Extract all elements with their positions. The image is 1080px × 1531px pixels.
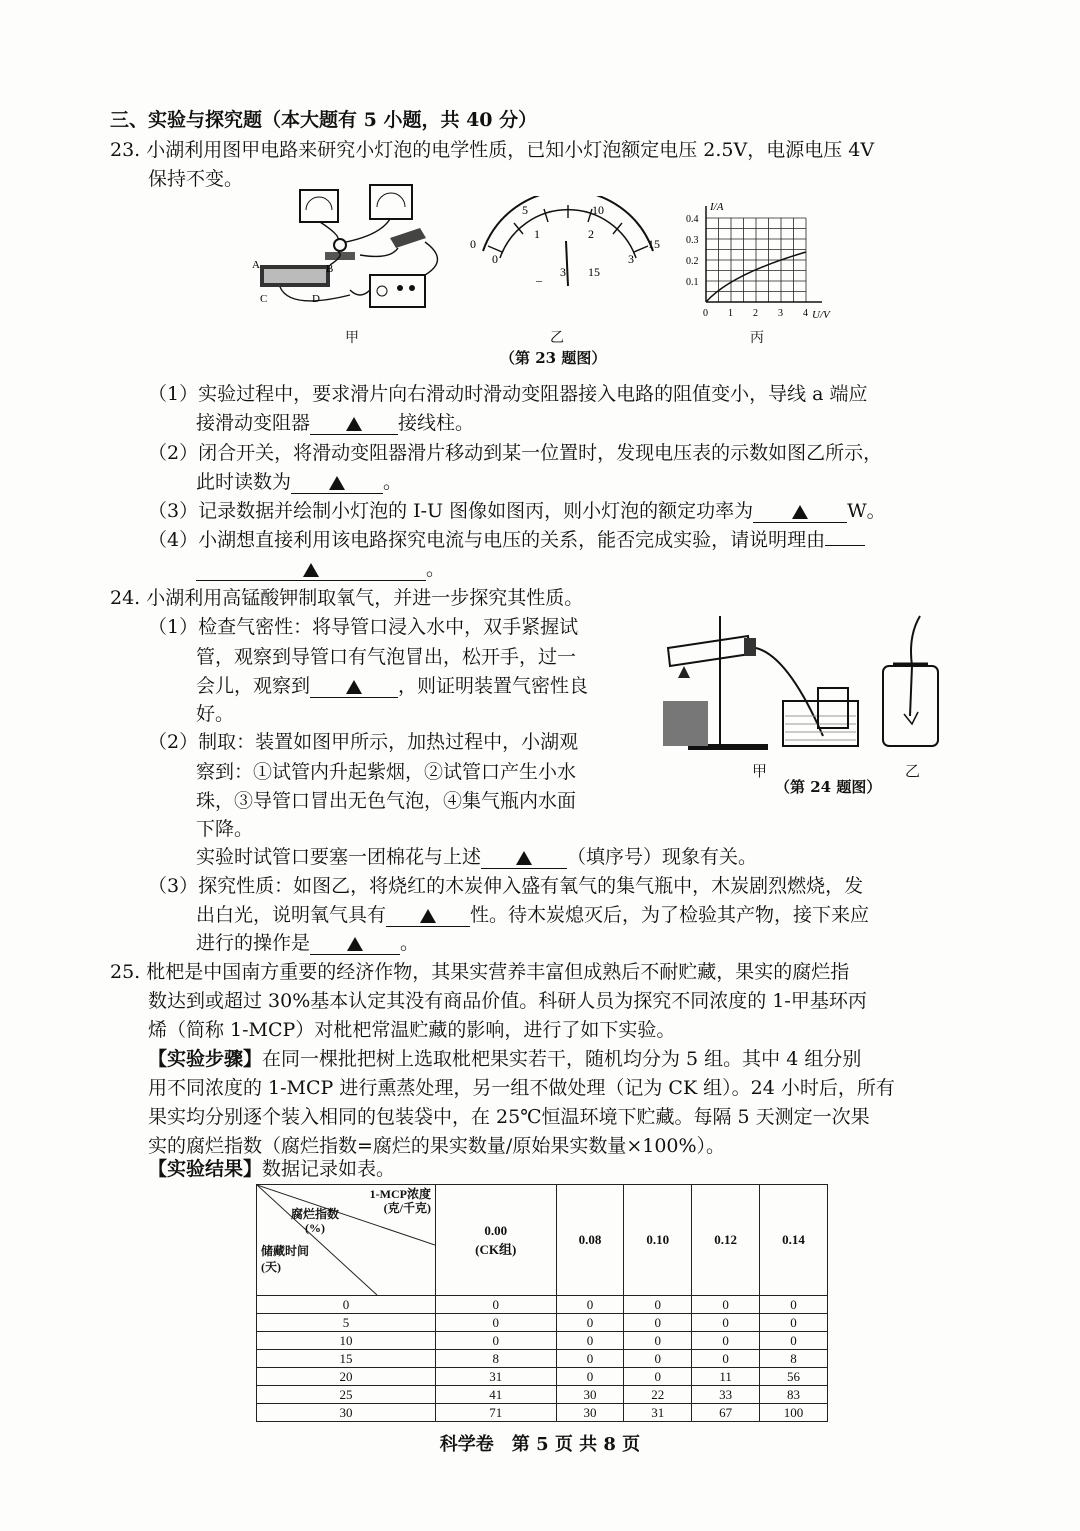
table-cell: 11: [692, 1368, 760, 1386]
table-cell: 8: [760, 1350, 828, 1368]
alcohol-lamp-stand: [663, 701, 708, 746]
corner-top-unit: (克/千克): [383, 1201, 431, 1215]
table-corner-cell: [257, 1185, 436, 1296]
q23-stem-line2: 保持不变。: [148, 168, 244, 190]
table-cell-day: 10: [257, 1332, 436, 1350]
y-tick-label: 0.3: [686, 235, 699, 246]
table-cell: 0: [624, 1296, 692, 1314]
x-tick-label: 2: [753, 308, 758, 319]
table-header-row: [257, 1185, 828, 1296]
q24-stem: 24. 小湖利用高锰酸钾制取氧气，并进一步探究其性质。: [110, 587, 584, 609]
switch: [390, 228, 426, 248]
q24-answer-blank-3[interactable]: [386, 904, 470, 927]
table-cell-day: 25: [257, 1386, 436, 1404]
table-row: [257, 1404, 828, 1422]
dial-bottom-1: 1: [534, 227, 540, 241]
x-tick-label: 1: [728, 308, 733, 319]
table-cell: 0: [556, 1332, 624, 1350]
q23-figure-voltmeter-dial: [468, 196, 668, 296]
dial-top-10: 10: [592, 203, 604, 217]
q24-part1-line1: （1）检查气密性：将导管口浸入水中，双手紧握试: [148, 616, 579, 638]
section-title: 三、实验与探究题（本大题有 5 小题，共 40 分）: [110, 109, 538, 131]
q25-data-table: [256, 1184, 828, 1422]
corner-mid-unit: (%): [305, 1221, 325, 1235]
table-cell: 0: [436, 1332, 557, 1350]
voltmeter: [370, 185, 412, 219]
table-cell: 0: [692, 1296, 760, 1314]
table-cell-day: 5: [257, 1314, 436, 1332]
dial-top-15: 15: [648, 237, 660, 251]
dial-bottom-2: 2: [588, 227, 594, 241]
q25-stem-line2: 数达到或超过 30%基本认定其没有商品价值。科研人员为探究不同浓度的 1-甲基环丙: [148, 990, 867, 1012]
table-cell: 30: [556, 1404, 624, 1422]
q24-part2-line3: 珠，③导管口冒出无色气泡，④集气瓶内水面: [196, 790, 577, 812]
table-cell: 22: [624, 1386, 692, 1404]
q25-stem-line1: 25. 枇杷是中国南方重要的经济作物，其果实营养丰富但成熟后不耐贮藏，果实的腐烂指: [110, 961, 850, 983]
q24-part2-line1: （2）制取：装置如图甲所示，加热过程中，小湖观: [148, 731, 579, 753]
q25-steps-line1: 【实验步骤】在同一棵批把树上选取枇杷果实若干，随机均分为 5 组。其中 4 组分别: [148, 1048, 862, 1070]
table-cell: 41: [436, 1386, 557, 1404]
q23-part4-line2: 。: [196, 555, 445, 583]
q24-part3-line3: 进行的操作是 。: [196, 932, 420, 954]
q23-answer-blank-3[interactable]: [753, 500, 847, 523]
dial-top-5: 5: [522, 203, 528, 217]
test-tube: [668, 636, 750, 666]
power-supply: [370, 275, 425, 307]
table-cell: 0: [760, 1332, 828, 1350]
table-row: [257, 1332, 828, 1350]
table-row: [257, 1296, 828, 1314]
q24-figure-apparatus: [658, 606, 948, 766]
terminal-d-label: D: [312, 293, 320, 305]
table-cell: 31: [436, 1368, 557, 1386]
q23-answer-blank-2[interactable]: [291, 471, 383, 494]
q25-stem-line3: 烯（简称 1-MCP）对枇杷常温贮藏的影响，进行了如下实验。: [148, 1019, 676, 1041]
table-cell: 0: [624, 1332, 692, 1350]
dial-terminal-3: 3: [560, 265, 566, 279]
y-tick-label: 0.4: [686, 214, 699, 225]
table-cell: 31: [624, 1404, 692, 1422]
table-row: [257, 1350, 828, 1368]
fig23-bing-label: 丙: [750, 330, 764, 346]
q24-part2-line4: 下降。: [196, 818, 254, 840]
dial-bottom-0: 0: [492, 252, 498, 266]
table-cell: 0: [436, 1296, 557, 1314]
q24-part1-line3: 会儿，观察到 ，则证明装置气密性良: [196, 675, 589, 697]
table-cell: 0: [556, 1368, 624, 1386]
q24-answer-blank-1[interactable]: [310, 675, 398, 698]
flame: [678, 666, 690, 678]
table-cell: 0: [556, 1350, 624, 1368]
dial-top-0: 0: [470, 237, 476, 251]
fig24-caption: （第 24 题图）: [775, 778, 882, 796]
y-axis-label: I/A: [710, 201, 724, 213]
q24-part3-line1: （3）探究性质：如图乙，将烧红的木炭伸入盛有氧气的集气瓶中，木炭剧烈燃烧，发: [148, 875, 864, 897]
q23-answer-blank-1[interactable]: [310, 412, 398, 435]
table-cell: 8: [436, 1350, 557, 1368]
table-cell: 67: [692, 1404, 760, 1422]
q23-figure-iu-graph: [684, 198, 844, 326]
y-tick-label: 0.2: [686, 256, 699, 267]
table-cell: 0: [692, 1314, 760, 1332]
table-row: [257, 1314, 828, 1332]
dial-terminal-15: 15: [588, 265, 600, 279]
table-cell: 0: [692, 1332, 760, 1350]
table-body: [257, 1296, 828, 1422]
table-row: [257, 1386, 828, 1404]
table-cell: 0: [760, 1314, 828, 1332]
q23-stem-line1: 23. 小湖利用图甲电路来研究小灯泡的电学性质，已知小灯泡额定电压 2.5V，电源电压 4V: [110, 139, 875, 161]
q23-part2-line1: （2）闭合开关，将滑动变阻器滑片移动到某一位置时，发现电压表的示数如图乙所示，: [148, 442, 883, 464]
q25-steps-line4: 实的腐烂指数（腐烂指数=腐烂的果实数量/原始果实数量×100%）。: [148, 1135, 726, 1157]
col-header-0.14: 0.14: [760, 1185, 828, 1296]
table-cell: 56: [760, 1368, 828, 1386]
col-header-ck: 0.00 (CK组): [436, 1185, 557, 1296]
table-cell: 0: [624, 1314, 692, 1332]
q23-figure-circuit: [250, 180, 450, 320]
x-tick-label: 0: [703, 308, 708, 319]
table-cell: 30: [556, 1386, 624, 1404]
delivery-tube: [756, 648, 823, 736]
table-row: [257, 1368, 828, 1386]
table-cell: 0: [692, 1350, 760, 1368]
q24-part3-line2: 出白光，说明氧气具有 性。待木炭熄灭后，为了检验其产物，接下来应: [196, 904, 870, 926]
table-cell: 33: [692, 1386, 760, 1404]
corner-top-label: 1-MCP浓度: [369, 1187, 431, 1201]
table-cell-day: 0: [257, 1296, 436, 1314]
q24-part1-line4: 好。: [196, 703, 235, 725]
fig24-jia-label: 甲: [752, 762, 768, 780]
page-footer: 科学卷 第 5 页 共 8 页: [439, 1434, 641, 1455]
corner-mid-label: 腐烂指数: [291, 1207, 340, 1221]
col-header-0.08: 0.08: [556, 1185, 624, 1296]
table-cell: 0: [556, 1296, 624, 1314]
table-cell-day: 20: [257, 1368, 436, 1386]
q25-steps-line2: 用不同浓度的 1-MCP 进行熏蒸处理，另一组不做处理（记为 CK 组）。24 小时后，所有: [148, 1077, 895, 1099]
col-header-0.12: 0.12: [692, 1185, 760, 1296]
q24-part1-line2: 管，观察到导管口有气泡冒出，松开手，过一: [196, 646, 577, 668]
q24-part2-line5: 实验时试管口要塞一团棉花与上述 （填序号）现象有关。: [196, 846, 758, 868]
terminal-a-label: A: [252, 259, 260, 271]
table-cell: 0: [760, 1296, 828, 1314]
q23-answer-blank-4[interactable]: [196, 558, 426, 581]
table-cell: 83: [760, 1386, 828, 1404]
x-tick-label: 3: [778, 308, 783, 319]
x-tick-label: 4: [803, 308, 808, 319]
q24-answer-blank-2[interactable]: [481, 846, 567, 869]
dial-bottom-3: 3: [628, 252, 634, 266]
q24-part2-line2: 察到：①试管内升起紫烟，②试管口产生小水: [196, 761, 577, 783]
table-cell: 0: [624, 1350, 692, 1368]
fig23-caption: （第 23 题图）: [500, 349, 607, 367]
q25-steps-line3: 果实均分别逐个装入相同的包装袋中，在 25℃恒温环境下贮藏。每隔 5 天测定一次果: [148, 1106, 870, 1128]
q23-part3-line: （3）记录数据并绘制小灯泡的 I-U 图像如图丙，则小灯泡的额定功率为 W。: [148, 500, 886, 522]
x-axis-label: U/V: [812, 309, 830, 321]
corner-bot-label: 储藏时间: [261, 1244, 310, 1258]
terminal-c-label: C: [260, 293, 268, 305]
table-cell: 100: [760, 1404, 828, 1422]
table-cell: 0: [624, 1368, 692, 1386]
table-cell: 0: [556, 1314, 624, 1332]
dial-needle: [566, 241, 568, 286]
gas-bottle: [818, 688, 848, 728]
col-header-0.10: 0.10: [624, 1185, 692, 1296]
table-cell: 71: [436, 1404, 557, 1422]
fig24-yi-label: 乙: [905, 762, 921, 780]
table-cell-day: 15: [257, 1350, 436, 1368]
bulb: [334, 239, 346, 251]
fig23-jia-label: 甲: [345, 330, 359, 346]
table-cell-day: 30: [257, 1404, 436, 1422]
table-cell: 0: [436, 1314, 557, 1332]
fig23-yi-label: 乙: [550, 330, 564, 346]
corner-bot-unit: (天): [261, 1260, 281, 1274]
q23-part1-line1: （1）实验过程中，要求滑片向右滑动时滑动变阻器接入电路的阻值变小，导线 a 端应: [148, 383, 868, 405]
terminal-b-label: B: [326, 263, 334, 275]
q23-answer-blank-4a[interactable]: [825, 545, 865, 546]
q23-part4-line1: （4）小湖想直接利用该电路探究电流与电压的关系，能否完成实验，请说明理由: [148, 526, 865, 554]
q23-part1-line2: 接滑动变阻器 接线柱。: [196, 412, 475, 434]
q25-results-line: 【实验结果】数据记录如表。: [148, 1158, 396, 1180]
q23-part2-line2: 此时读数为 。: [196, 471, 403, 493]
dial-terminal-neg: –: [536, 273, 542, 287]
ammeter: [300, 190, 338, 222]
y-tick-label: 0.1: [686, 277, 699, 288]
q24-answer-blank-4[interactable]: [310, 932, 400, 955]
